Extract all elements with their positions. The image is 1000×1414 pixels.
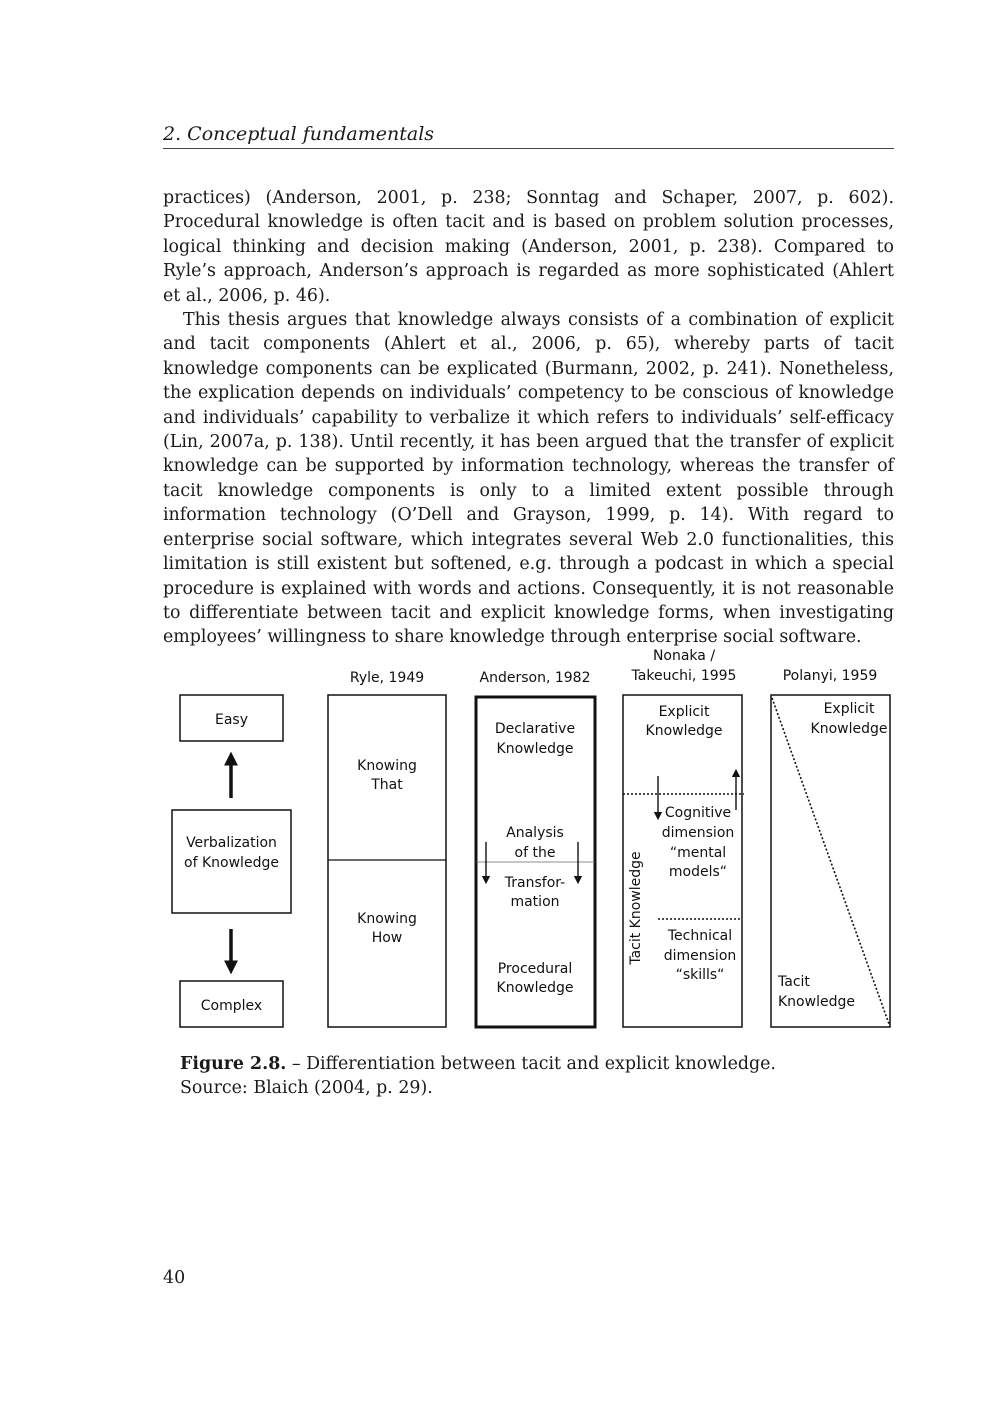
caption-source: Source: Blaich (2004, p. 29). [180, 1078, 433, 1098]
nonaka-cog-line3: “mental [669, 845, 727, 861]
polanyi-heading: Polanyi, 1959 [782, 668, 878, 684]
nonaka-side-label: Tacit Knowledge [628, 851, 644, 965]
ryle-box [328, 695, 446, 1027]
easy-label: Easy [214, 712, 249, 728]
complex-label: Complex [200, 998, 263, 1014]
nonaka-cog-line1: Cognitive [664, 805, 732, 821]
paragraph-2: This thesis argues that knowledge always consists of a combination of explicit and tacit components (Ahlert et al., 2006, p. 65), whereby parts of tacit knowledge components can be explicated (Burmann, 2002, p. 241). Nonetheless, the explication depends on individuals’ competency to be conscious of knowledge and individuals’ capability to verbalize it which refers to individuals’ self-efficacy (Lin, 2007a, p. 138). Until recently, it has been argued that the transfer of explicit knowledge can be supported by information technology, whereas the transfer of tacit knowledge components is only to a limited extent possible through information technology (O’Dell and Grayson, 1999, p. 14). With regard to enterprise social software, which integrates several Web 2.0 functionalities, this limitation is still existent but softened, e.g. through a podcast in which a special procedure is explained with words and actions. Consequently, it is not reasonable to differentiate between tacit and explicit knowledge forms, when investigating employees’ willingness to share knowledge through enterprise social software. [163, 310, 894, 648]
anderson-lower-line2: Knowledge [496, 980, 574, 996]
polanyi-bottom-line2: Knowledge [778, 994, 855, 1010]
page-number: 40 [163, 1268, 186, 1288]
nonaka-tech-line3: “skills“ [675, 967, 725, 983]
anderson-heading: Anderson, 1982 [479, 670, 591, 686]
caption-text: – Differentiation between tacit and explicit knowledge. [286, 1054, 776, 1074]
nonaka-tech-line2: dimension [663, 948, 737, 964]
ryle-heading: Ryle, 1949 [349, 670, 425, 686]
caption-label: Figure 2.8. [180, 1054, 287, 1074]
nonaka-top-line1: Explicit [658, 704, 710, 720]
figure-caption [180, 1052, 894, 1100]
header-rule [163, 148, 894, 149]
ryle-lower-line1: Knowing [357, 911, 417, 927]
figure-diagram [160, 640, 900, 1040]
anderson-upper-line2: Knowledge [496, 741, 574, 757]
paragraph-1: practices) (Anderson, 2001, p. 238; Sonntag and Schaper, 2007, p. 602). Procedural knowledge is often tacit and is based on problem solution processes, logical thinking and decision making (Anderson, 2001, p. 238). Compared to Ryle’s approach, Anderson’s approach is regarded as more sophisticated (Ahlert et al., 2006, p. 46). [163, 188, 894, 306]
nonaka-cog-line2: dimension [661, 825, 735, 841]
nonaka-top-line2: Knowledge [645, 723, 723, 739]
ryle-lower-line2: How [371, 930, 403, 946]
polanyi-top-line1: Explicit [823, 701, 875, 717]
anderson-mid-line4: mation [510, 894, 560, 910]
nonaka-cog-line4: models“ [668, 864, 728, 880]
ryle-upper-line1: Knowing [357, 758, 417, 774]
polanyi-top-line2: Knowledge [810, 721, 888, 737]
ryle-upper-line2: That [371, 777, 403, 793]
anderson-mid-line2: of the [514, 845, 556, 861]
nonaka-tech-line1: Technical [667, 928, 733, 944]
anderson-mid-line1: Analysis [506, 825, 564, 841]
verbalization-label-line2: of Knowledge [184, 855, 279, 871]
figure-knowledge-differentiation [160, 640, 900, 1040]
caption-line1 [180, 1052, 894, 1076]
anderson-lower-line1: Procedural [497, 961, 573, 977]
nonaka-heading-line1: Nonaka / [652, 648, 716, 664]
nonaka-heading-line2: Takeuchi, 1995 [631, 668, 737, 684]
polanyi-bottom-line1: Tacit [778, 974, 810, 990]
running-header: 2. Conceptual fundamentals [163, 123, 435, 145]
body-text [163, 186, 894, 650]
anderson-upper-line1: Declarative [494, 721, 576, 737]
anderson-mid-line3: Transfor- [504, 875, 566, 891]
verbalization-label-line1: Verbalization [186, 835, 277, 851]
